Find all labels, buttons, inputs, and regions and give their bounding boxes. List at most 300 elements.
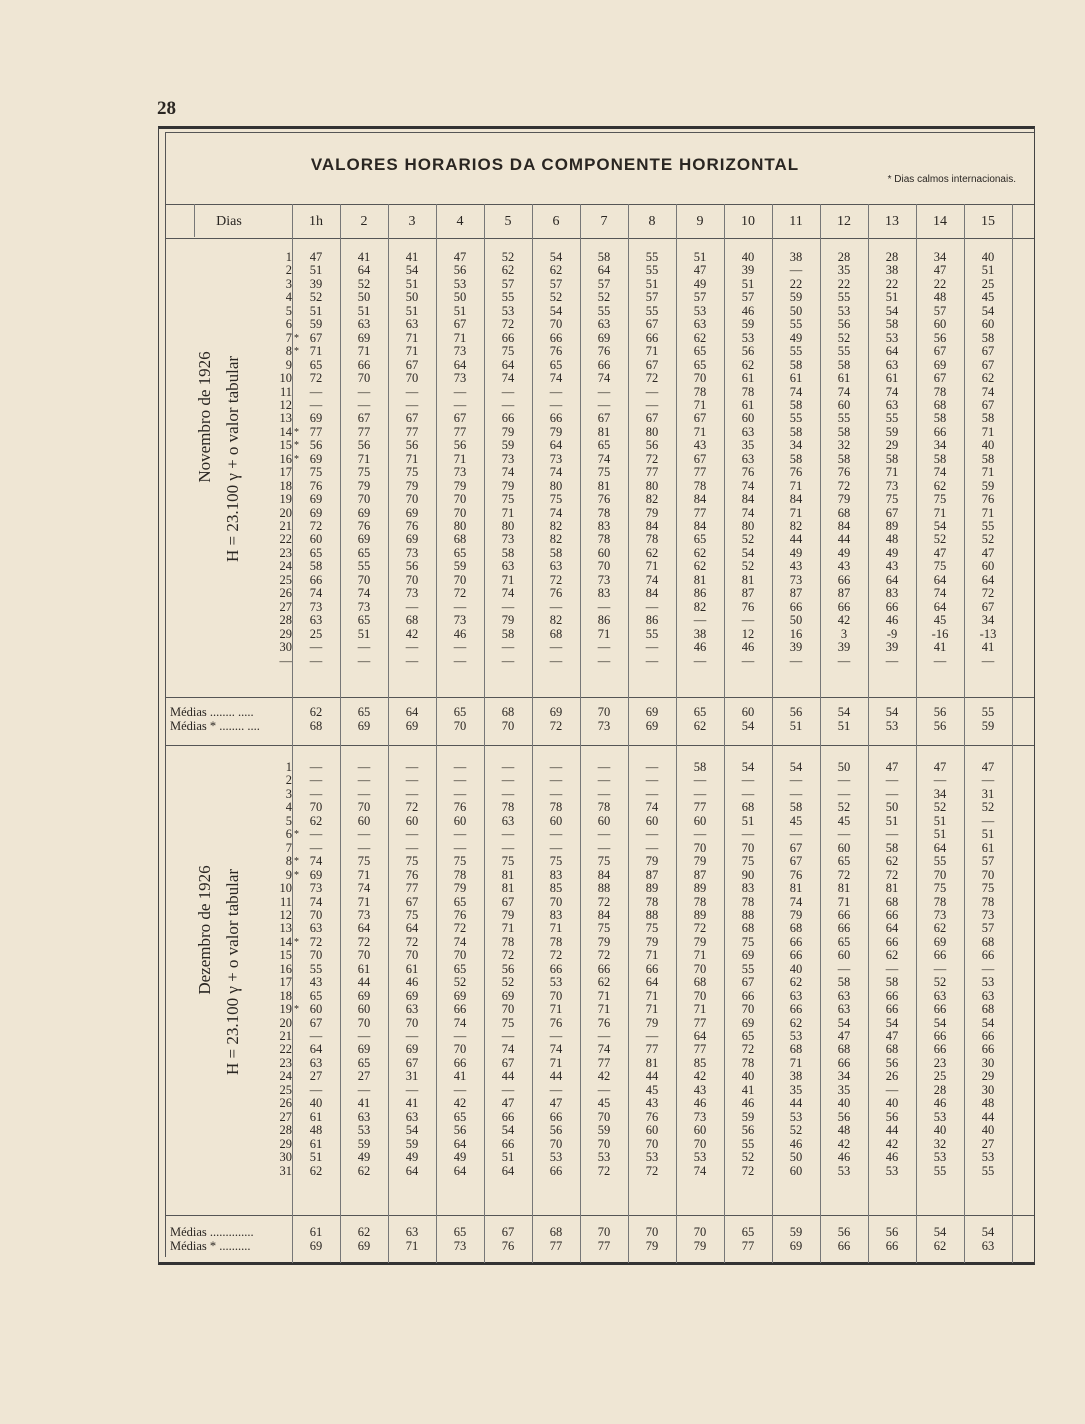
value-cell: 64 xyxy=(357,921,371,936)
table-row xyxy=(166,963,1034,976)
day-number: 7 xyxy=(285,840,292,855)
value-cell: 82 xyxy=(645,492,659,507)
value-cell: 31 xyxy=(981,786,995,801)
value-cell: 74 xyxy=(501,465,515,480)
value-cell: 30 xyxy=(981,1082,995,1097)
value-cell: 60 xyxy=(741,411,755,426)
value-cell: 73 xyxy=(933,907,947,922)
value-cell: — xyxy=(453,384,467,399)
value-cell: 16 xyxy=(789,626,803,641)
value-cell: 42 xyxy=(405,626,419,641)
value-cell: — xyxy=(453,773,467,788)
value-cell: 72 xyxy=(501,317,515,332)
value-cell: 58 xyxy=(837,424,851,439)
value-cell: — xyxy=(501,653,515,668)
day-number: 3 xyxy=(285,276,292,291)
value-cell: — xyxy=(453,760,467,774)
value-cell: — xyxy=(645,640,659,655)
value-cell: 66 xyxy=(501,1109,515,1124)
value-cell: 72 xyxy=(645,451,659,466)
value-cell: 75 xyxy=(501,854,515,869)
value-cell: 61 xyxy=(981,840,995,855)
value-cell: 52 xyxy=(741,559,755,574)
value-cell: 64 xyxy=(309,1042,323,1057)
value-cell: 88 xyxy=(645,907,659,922)
value-cell: 72 xyxy=(405,800,419,815)
table-row xyxy=(166,1165,1034,1178)
medias-value: 54 xyxy=(837,705,851,719)
value-cell: 71 xyxy=(693,424,707,439)
value-cell: 74 xyxy=(501,371,515,386)
value-cell: 58 xyxy=(789,424,803,439)
value-cell: 73 xyxy=(453,465,467,480)
value-cell: 52 xyxy=(741,532,755,547)
medias-value: 66 xyxy=(837,1239,851,1253)
value-cell: 87 xyxy=(837,586,851,601)
value-cell: 74 xyxy=(597,451,611,466)
value-cell: 59 xyxy=(789,290,803,305)
value-cell: 84 xyxy=(597,867,611,882)
value-cell: — xyxy=(549,599,563,614)
value-cell: 55 xyxy=(741,961,755,976)
value-cell: 65 xyxy=(357,545,371,560)
value-cell: 81 xyxy=(501,881,515,896)
medias-value: 70 xyxy=(645,1225,659,1239)
value-cell: 78 xyxy=(597,505,611,520)
value-cell: — xyxy=(357,1082,371,1097)
value-cell: 68 xyxy=(981,934,995,949)
value-cell: 68 xyxy=(837,505,851,520)
value-cell: 53 xyxy=(693,1150,707,1165)
value-cell: 79 xyxy=(645,934,659,949)
value-cell: 49 xyxy=(357,1150,371,1165)
value-cell: 75 xyxy=(933,881,947,896)
value-cell: 70 xyxy=(645,1136,659,1151)
value-cell: 60 xyxy=(933,317,947,332)
value-cell: 55 xyxy=(309,961,323,976)
value-cell: 46 xyxy=(405,975,419,990)
value-cell: 47 xyxy=(885,1029,899,1043)
value-cell: 69 xyxy=(933,934,947,949)
value-cell: 51 xyxy=(453,303,467,318)
value-cell: 54 xyxy=(549,303,563,318)
value-cell: 74 xyxy=(357,586,371,601)
value-cell: 55 xyxy=(933,854,947,869)
value-cell: 57 xyxy=(741,290,755,305)
value-cell: 40 xyxy=(309,1096,323,1111)
value-cell: 63 xyxy=(309,613,323,628)
value-cell: — xyxy=(981,961,995,976)
table-row xyxy=(166,641,1034,654)
value-cell: 41 xyxy=(405,1096,419,1111)
value-cell: 71 xyxy=(453,330,467,345)
value-cell: 74 xyxy=(597,1042,611,1057)
value-cell: 50 xyxy=(789,303,803,318)
value-cell: 56 xyxy=(357,438,371,453)
medias-value: 72 xyxy=(549,719,563,733)
table-row xyxy=(166,628,1034,641)
value-cell: 74 xyxy=(549,505,563,520)
value-cell: 75 xyxy=(885,492,899,507)
value-cell: 56 xyxy=(645,438,659,453)
value-cell: 53 xyxy=(357,1123,371,1138)
value-cell: 71 xyxy=(645,1002,659,1017)
value-cell: 80 xyxy=(453,519,467,533)
value-cell: — xyxy=(933,773,947,788)
value-cell: 66 xyxy=(933,1042,947,1057)
value-cell: 47 xyxy=(549,1096,563,1111)
value-cell: 60 xyxy=(693,1123,707,1138)
value-cell: 65 xyxy=(693,357,707,372)
value-cell: 58 xyxy=(837,975,851,990)
value-cell: 70 xyxy=(549,1136,563,1151)
value-cell: 67 xyxy=(645,317,659,332)
value-cell: 65 xyxy=(357,1055,371,1070)
value-cell: 79 xyxy=(645,854,659,869)
value-cell: 54 xyxy=(933,519,947,533)
medias-label: Médias .............. xyxy=(170,1225,254,1239)
value-cell: 70 xyxy=(693,988,707,1003)
value-cell: 27 xyxy=(981,1136,995,1151)
value-cell: 75 xyxy=(549,854,563,869)
value-cell: — xyxy=(549,773,563,788)
value-cell: 63 xyxy=(933,988,947,1003)
value-cell: 50 xyxy=(789,613,803,628)
value-cell: 51 xyxy=(309,303,323,318)
value-cell: 53 xyxy=(837,1163,851,1178)
header-hour: 9 xyxy=(696,214,704,229)
value-cell: 74 xyxy=(453,1015,467,1030)
value-cell: 51 xyxy=(309,263,323,278)
value-cell: 52 xyxy=(837,330,851,345)
value-cell: 71 xyxy=(357,344,371,359)
value-cell: 77 xyxy=(309,424,323,439)
value-cell: 64 xyxy=(501,1163,515,1178)
value-cell: — xyxy=(357,773,371,788)
value-cell: 55 xyxy=(645,626,659,641)
value-cell: 58 xyxy=(933,451,947,466)
value-cell: 54 xyxy=(981,1015,995,1030)
value-cell: 39 xyxy=(741,263,755,278)
day-number: 21 xyxy=(279,519,292,533)
value-cell: — xyxy=(741,773,755,788)
value-cell: 61 xyxy=(405,961,419,976)
value-cell: — xyxy=(309,653,323,668)
value-cell: 68 xyxy=(981,1002,995,1017)
column-line xyxy=(916,204,917,1263)
value-cell: 66 xyxy=(501,330,515,345)
value-cell: 70 xyxy=(453,1042,467,1057)
value-cell: 71 xyxy=(549,1002,563,1017)
value-cell: 47 xyxy=(981,545,995,560)
day-number: 9 xyxy=(285,867,292,882)
value-cell: 55 xyxy=(645,250,659,264)
value-cell: 89 xyxy=(885,519,899,533)
value-cell: — xyxy=(597,840,611,855)
value-cell: 61 xyxy=(837,371,851,386)
value-cell: 55 xyxy=(789,344,803,359)
value-cell: 82 xyxy=(693,599,707,614)
value-cell: 69 xyxy=(309,867,323,882)
day-number: 29 xyxy=(279,1136,292,1151)
value-cell: 67 xyxy=(453,411,467,426)
value-cell: — xyxy=(645,786,659,801)
value-cell: 40 xyxy=(837,1096,851,1111)
value-cell: 70 xyxy=(693,840,707,855)
value-cell: 74 xyxy=(597,371,611,386)
value-cell: 65 xyxy=(309,545,323,560)
value-cell: 55 xyxy=(837,290,851,305)
value-cell: 71 xyxy=(693,1002,707,1017)
column-line xyxy=(676,204,677,1263)
value-cell: 47 xyxy=(885,760,899,774)
value-cell: — xyxy=(981,773,995,788)
value-cell: 73 xyxy=(453,613,467,628)
value-cell: 70 xyxy=(693,371,707,386)
value-cell: — xyxy=(405,760,419,774)
value-cell: 12 xyxy=(741,626,755,641)
value-cell: — xyxy=(645,397,659,412)
value-cell: 65 xyxy=(597,438,611,453)
day-number: 4 xyxy=(285,800,292,815)
value-cell: 56 xyxy=(837,1109,851,1124)
value-cell: 41 xyxy=(405,250,419,264)
value-cell: 79 xyxy=(837,492,851,507)
value-cell: 67 xyxy=(645,411,659,426)
value-cell: 82 xyxy=(549,532,563,547)
medias-value: 65 xyxy=(453,1225,467,1239)
value-cell: 73 xyxy=(501,451,515,466)
value-cell: — xyxy=(453,840,467,855)
value-cell: 82 xyxy=(789,519,803,533)
value-cell: — xyxy=(885,773,899,788)
value-cell: 66 xyxy=(549,330,563,345)
day-number: 20 xyxy=(279,505,292,520)
value-cell: — xyxy=(309,640,323,655)
day-number: 31 xyxy=(279,1163,292,1178)
value-cell: 64 xyxy=(693,1029,707,1043)
value-cell: 50 xyxy=(405,290,419,305)
value-cell: 23 xyxy=(933,1055,947,1070)
value-cell: 55 xyxy=(933,1163,947,1178)
value-cell: 73 xyxy=(549,451,563,466)
value-cell: — xyxy=(741,613,755,628)
value-cell: 63 xyxy=(405,1002,419,1017)
value-cell: 67 xyxy=(405,357,419,372)
value-cell: 3 xyxy=(840,626,848,641)
value-cell: 75 xyxy=(597,921,611,936)
value-cell: 63 xyxy=(885,357,899,372)
value-cell: 56 xyxy=(549,1123,563,1138)
value-cell: 75 xyxy=(549,492,563,507)
value-cell: 43 xyxy=(789,559,803,574)
value-cell: 70 xyxy=(357,948,371,963)
value-cell: 58 xyxy=(789,451,803,466)
value-cell: 32 xyxy=(933,1136,947,1151)
value-cell: 44 xyxy=(501,1069,515,1084)
value-cell: 51 xyxy=(885,813,899,828)
value-cell: 70 xyxy=(741,1002,755,1017)
value-cell: 78 xyxy=(645,532,659,547)
header-hour: 3 xyxy=(408,214,416,229)
value-cell: 56 xyxy=(501,961,515,976)
medias-value: 54 xyxy=(981,1225,995,1239)
value-cell: 86 xyxy=(597,613,611,628)
value-cell: 59 xyxy=(501,438,515,453)
value-cell: 55 xyxy=(645,263,659,278)
value-cell: 77 xyxy=(693,505,707,520)
day-number: — xyxy=(279,653,292,668)
value-cell: 79 xyxy=(405,478,419,493)
day-number: 15 xyxy=(279,438,292,453)
medias-value: 60 xyxy=(741,705,755,719)
value-cell: 62 xyxy=(885,854,899,869)
value-cell: 39 xyxy=(789,640,803,655)
value-cell: — xyxy=(645,653,659,668)
value-cell: 70 xyxy=(453,572,467,587)
value-cell: 75 xyxy=(933,492,947,507)
value-cell: 68 xyxy=(933,397,947,412)
value-cell: 60 xyxy=(837,948,851,963)
value-cell: 59 xyxy=(453,559,467,574)
value-cell: 75 xyxy=(453,854,467,869)
value-cell: 72 xyxy=(693,921,707,936)
day-number: 25 xyxy=(279,572,292,587)
table-row xyxy=(166,1030,1034,1043)
value-cell: — xyxy=(981,813,995,828)
value-cell: 71 xyxy=(933,505,947,520)
medias-value: 69 xyxy=(357,719,371,733)
value-cell: — xyxy=(309,840,323,855)
value-cell: 35 xyxy=(741,438,755,453)
header-hour: 1h xyxy=(309,214,323,229)
value-cell: — xyxy=(357,1029,371,1043)
value-cell: 73 xyxy=(501,532,515,547)
value-cell: 65 xyxy=(549,357,563,372)
value-cell: 71 xyxy=(549,921,563,936)
medias-value: 73 xyxy=(453,1239,467,1253)
value-cell: 71 xyxy=(501,572,515,587)
day-number: 23 xyxy=(279,1055,292,1070)
value-cell: — xyxy=(741,653,755,668)
value-cell: 73 xyxy=(693,1109,707,1124)
table-row xyxy=(166,1057,1034,1070)
table-row xyxy=(166,614,1034,627)
value-cell: 49 xyxy=(885,545,899,560)
value-cell: 78 xyxy=(645,894,659,909)
value-cell: 67 xyxy=(597,411,611,426)
medias-value: 73 xyxy=(597,719,611,733)
value-cell: 49 xyxy=(837,545,851,560)
value-cell: — xyxy=(453,640,467,655)
value-cell: 66 xyxy=(741,988,755,1003)
value-cell: — xyxy=(693,827,707,842)
value-cell: 47 xyxy=(981,760,995,774)
value-cell: 34 xyxy=(837,1069,851,1084)
value-cell: 60 xyxy=(597,545,611,560)
medias-row xyxy=(166,705,1034,719)
value-cell: 73 xyxy=(405,545,419,560)
value-cell: 71 xyxy=(837,894,851,909)
value-cell: 42 xyxy=(597,1069,611,1084)
column-line xyxy=(820,204,821,1263)
value-cell: 72 xyxy=(645,371,659,386)
value-cell: 74 xyxy=(453,934,467,949)
value-cell: 41 xyxy=(357,250,371,264)
value-cell: 29 xyxy=(981,1069,995,1084)
table-row xyxy=(166,1003,1034,1016)
value-cell: 70 xyxy=(693,961,707,976)
value-cell: 38 xyxy=(885,263,899,278)
table-row xyxy=(166,828,1034,841)
value-cell: 62 xyxy=(741,357,755,372)
value-cell: 79 xyxy=(549,424,563,439)
value-cell: 74 xyxy=(741,478,755,493)
medias-value: 66 xyxy=(885,1239,899,1253)
value-cell: 82 xyxy=(549,613,563,628)
value-cell: — xyxy=(357,827,371,842)
medias-star-row xyxy=(166,719,1034,733)
value-cell: 64 xyxy=(501,357,515,372)
value-cell: 62 xyxy=(549,263,563,278)
value-cell: 57 xyxy=(597,276,611,291)
value-cell: -9 xyxy=(886,626,898,641)
value-cell: 55 xyxy=(885,411,899,426)
table-row xyxy=(166,842,1034,855)
column-line xyxy=(628,204,629,1263)
medias-value: 79 xyxy=(645,1239,659,1253)
day-number: 5 xyxy=(285,813,292,828)
value-cell: 66 xyxy=(453,1055,467,1070)
table-row xyxy=(166,1151,1034,1164)
value-cell: 49 xyxy=(789,330,803,345)
value-cell: 61 xyxy=(789,371,803,386)
medias-value: 63 xyxy=(981,1239,995,1253)
table-row xyxy=(166,909,1034,922)
value-cell: 76 xyxy=(597,1015,611,1030)
value-cell: — xyxy=(309,786,323,801)
value-cell: 75 xyxy=(405,907,419,922)
value-cell: — xyxy=(741,827,755,842)
table-row xyxy=(166,507,1034,520)
value-cell: 89 xyxy=(693,907,707,922)
value-cell: 60 xyxy=(453,813,467,828)
value-cell: — xyxy=(597,773,611,788)
value-cell: — xyxy=(597,1082,611,1097)
value-cell: 78 xyxy=(549,934,563,949)
value-cell: 73 xyxy=(597,572,611,587)
value-cell: 72 xyxy=(549,948,563,963)
table-row xyxy=(166,1084,1034,1097)
table-row xyxy=(166,480,1034,493)
table-row xyxy=(166,922,1034,935)
value-cell: 62 xyxy=(309,1163,323,1178)
value-cell: 72 xyxy=(405,934,419,949)
value-cell: 64 xyxy=(453,1163,467,1178)
medias-value: 55 xyxy=(981,705,995,719)
calm-day-star: * xyxy=(294,1004,299,1016)
formula-label: H = 23.100 γ + o valor tabular xyxy=(223,355,242,563)
calm-day-star: * xyxy=(294,332,299,344)
value-cell: 54 xyxy=(789,760,803,774)
value-cell: 58 xyxy=(885,317,899,332)
value-cell: 63 xyxy=(501,559,515,574)
value-cell: 58 xyxy=(309,559,323,574)
value-cell: 45 xyxy=(837,813,851,828)
value-cell: 25 xyxy=(933,1069,947,1084)
value-cell: — xyxy=(981,653,995,668)
value-cell: 51 xyxy=(501,1150,515,1165)
